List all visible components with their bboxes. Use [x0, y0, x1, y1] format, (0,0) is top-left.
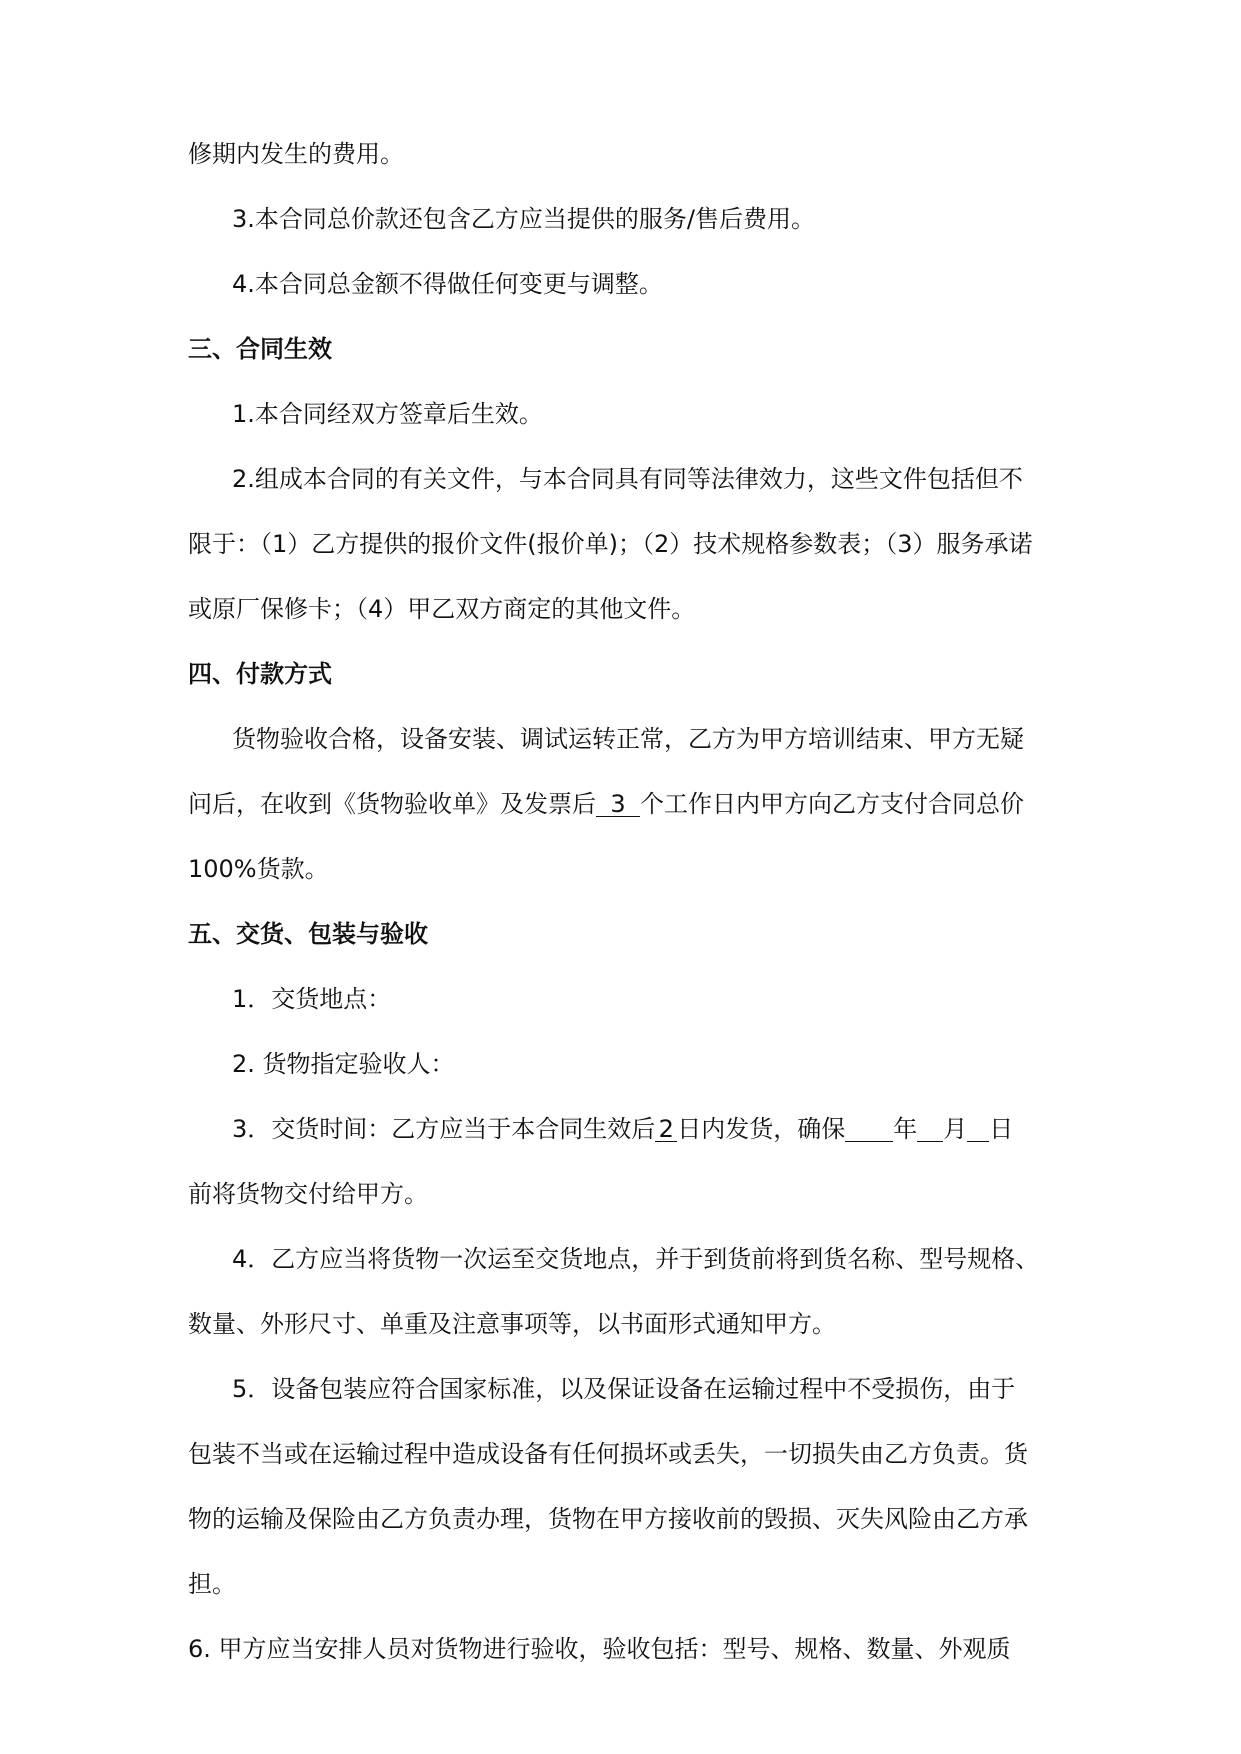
paragraph-line: 数量、外形尺寸、单重及注意事项等，以书面形式通知甲方。: [188, 1310, 836, 1338]
payment-days-blank: 3: [596, 792, 640, 817]
paragraph-line: 2. 货物指定验收人：: [232, 1050, 455, 1078]
delivery-day-blank: [967, 1117, 989, 1142]
paragraph-line: 2.组成本合同的有关文件，与本合同具有同等法律效力，这些文件包括但不: [232, 465, 1023, 493]
delivery-month-label: 月: [943, 1115, 968, 1143]
paragraph-line: 担。: [188, 1570, 236, 1598]
delivery-day-label: 日: [989, 1115, 1014, 1143]
paragraph-line: 1．交货地点：: [232, 985, 392, 1013]
paragraph-line: 3.本合同总价款还包含乙方应当提供的服务/售后费用。: [232, 205, 815, 233]
paragraph-line: 或原厂保修卡；（4）甲乙双方商定的其他文件。: [188, 595, 696, 623]
paragraph-line: 修期内发生的费用。: [188, 140, 404, 168]
paragraph-line: 4.本合同总金额不得做任何变更与调整。: [232, 270, 663, 298]
delivery-year-blank: [845, 1117, 893, 1142]
payment-text-before: 问后，在收到《货物验收单》及发票后: [188, 790, 596, 818]
section-heading: 三、合同生效: [188, 335, 332, 363]
delivery-month-blank: [917, 1117, 943, 1142]
delivery-text-before: 3．交货时间：乙方应当于本合同生效后: [232, 1115, 656, 1143]
payment-text-after: 个工作日内甲方向乙方支付合同总价: [640, 790, 1024, 818]
paragraph-line: 4．乙方应当将货物一次运至交货地点，并于到货前将到货名称、型号规格、: [232, 1245, 1040, 1273]
paragraph-line: 5．设备包装应符合国家标准，以及保证设备在运输过程中不受损伤，由于: [232, 1375, 1016, 1403]
document-page: [188, 122, 1068, 1682]
paragraph-line: 100%货款。: [188, 855, 329, 883]
paragraph-line: 前将货物交付给甲方。: [188, 1180, 428, 1208]
payment-line: [188, 772, 1068, 837]
section-heading: 五、交货、包装与验收: [188, 920, 428, 948]
paragraph-line: 包装不当或在运输过程中造成设备有任何损坏或丢失，一切损失由乙方负责。货: [188, 1440, 1028, 1468]
paragraph-line: 物的运输及保险由乙方负责办理，货物在甲方接收前的毁损、灭失风险由乙方承: [188, 1505, 1028, 1533]
delivery-year-label: 年: [893, 1115, 918, 1143]
delivery-text-mid: 日内发货，确保: [677, 1115, 846, 1143]
delivery-line: [188, 1097, 1068, 1162]
paragraph-line: 6. 甲方应当安排人员对货物进行验收，验收包括：型号、规格、数量、外观质: [188, 1635, 1011, 1663]
delivery-days-blank: 2: [655, 1117, 677, 1142]
paragraph-line: 限于：（1）乙方提供的报价文件(报价单)；（2）技术规格参数表；（3）服务承诺: [188, 530, 1033, 558]
section-heading: 四、付款方式: [188, 660, 332, 688]
paragraph-line: 货物验收合格，设备安装、调试运转正常，乙方为甲方培训结束、甲方无疑: [232, 725, 1024, 753]
paragraph-line: 1.本合同经双方签章后生效。: [232, 400, 543, 428]
